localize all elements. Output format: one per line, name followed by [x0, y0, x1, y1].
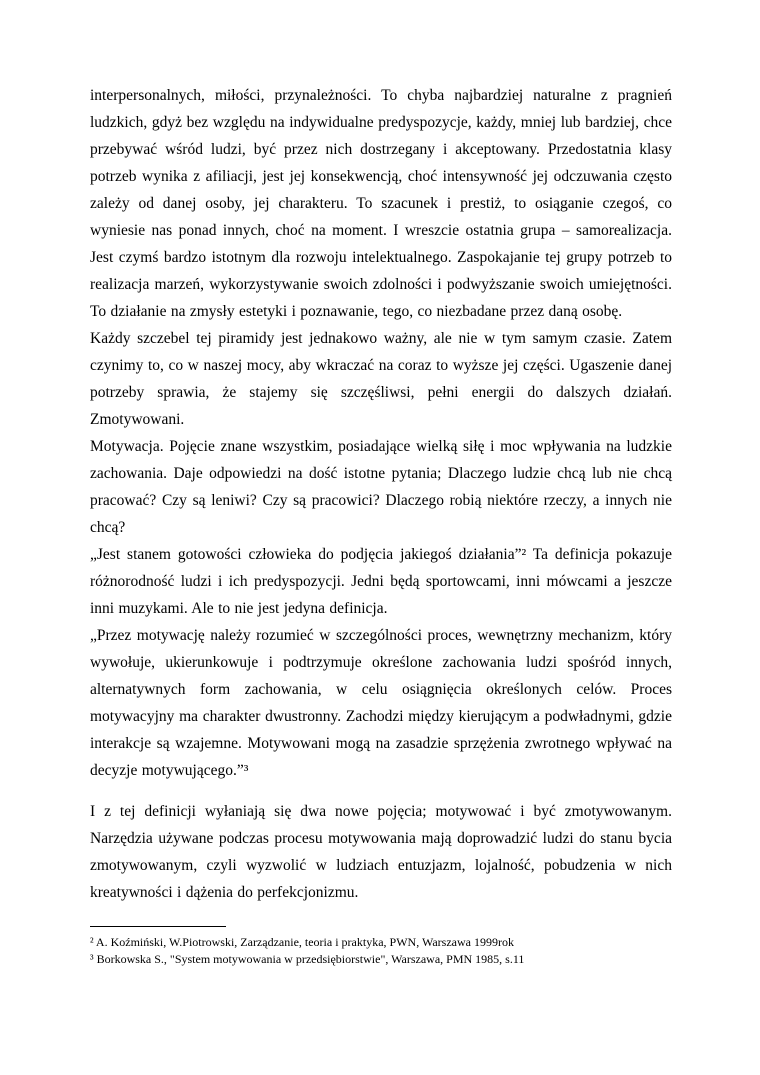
paragraph: Motywacja. Pojęcie znane wszystkim, posiadające wielką siłę i moc wpływania na ludzkie zachowania. Daje odpowiedzi na dość istotne pytania; Dlaczego ludzie chcą lub nie chcą pracować? Czy są leniwi? Czy są pracowici? Dlaczego robią niektóre rzeczy, a innych nie chcą?: [90, 438, 672, 536]
paragraph: „Jest stanem gotowości człowieka do podjęcia jakiegoś działania”² Ta definicja pokazuje różnorodność ludzi i ich predyspozycji. Jedni będą sportowcami, inni mówcami a jeszcze inni muzykami. Ale to nie jest jedyna definicja.: [90, 546, 672, 617]
paragraph: Każdy szczebel tej piramidy jest jednakowo ważny, ale nie w tym samym czasie. Zatem czynimy to, co w naszej mocy, aby wkraczać na coraz to wyższe jej części. Ugaszenie danej potrzeby sprawia, że stajemy się szczęśliwsi, pełni energii do dalszych działań. Zmotywowani.: [90, 330, 672, 428]
footnote-separator: [90, 926, 226, 927]
paragraph: I z tej definicji wyłaniają się dwa nowe pojęcia; motywować i być zmotywowanym. Narzędzia używane podczas procesu motywowania mają doprowadzić ludzi do stanu bycia zmotywowanym, czyli wyzwolić w ludziach entuzjazm, lojalność, pobudzenia w nich kreatywności i dążenia do perfekcjonizmu.: [90, 803, 672, 901]
footnote: ³ Borkowska S., "System motywowania w przedsiębiorstwie", Warszawa, PMN 1985, s.11: [90, 951, 525, 966]
page-body-text: [90, 82, 672, 906]
paragraph: „Przez motywację należy rozumieć w szczególności proces, wewnętrzny mechanizm, który wywołuje, ukierunkowuje i podtrzymuje określone zachowania ludzi spośród innych, alternatywnych form zachowania, w celu osiągnięcia określonych celów. Proces motywacyjny ma charakter dwustronny. Zachodzi między kierującym a podwładnymi, gdzie interakcje są wzajemne. Motywowani mogą na zasadzie sprzężenia zwrotnego wpływać na decyzje motywującego.”³: [90, 627, 672, 779]
footnotes-section: [90, 926, 672, 967]
footnote: ² A. Koźmiński, W.Piotrowski, Zarządzanie, teoria i praktyka, PWN, Warszawa 1999rok: [90, 935, 514, 949]
paragraph: interpersonalnych, miłości, przynależności. To chyba najbardziej naturalne z pragnień ludzkich, gdyż bez względu na indywidualne predyspozycje, każdy, mniej lub bardziej, chce przebywać wśród ludzi, być przez nich dostrzegany i akceptowany. Przedostatnia klasy potrzeb wynika z afiliacji, jest jej konsekwencją, choć intensywność jej odczuwania często zależy od danej osoby, jej charakteru. To szacunek i prestiż, to osiąganie czegoś, co wyniesie nas ponad innych, choć na moment. I wreszcie ostatnia grupa – samorealizacja. Jest czymś bardzo istotnym dla rozwoju intelektualnego. Zaspokajanie tej grupy potrzeb to realizacja marzeń, wykorzystywanie swoich zdolności i podwyższanie swoich umiejętności. To działanie na zmysły estetyki i poznawanie, tego, co niezbadane przez daną osobę.: [90, 87, 672, 320]
